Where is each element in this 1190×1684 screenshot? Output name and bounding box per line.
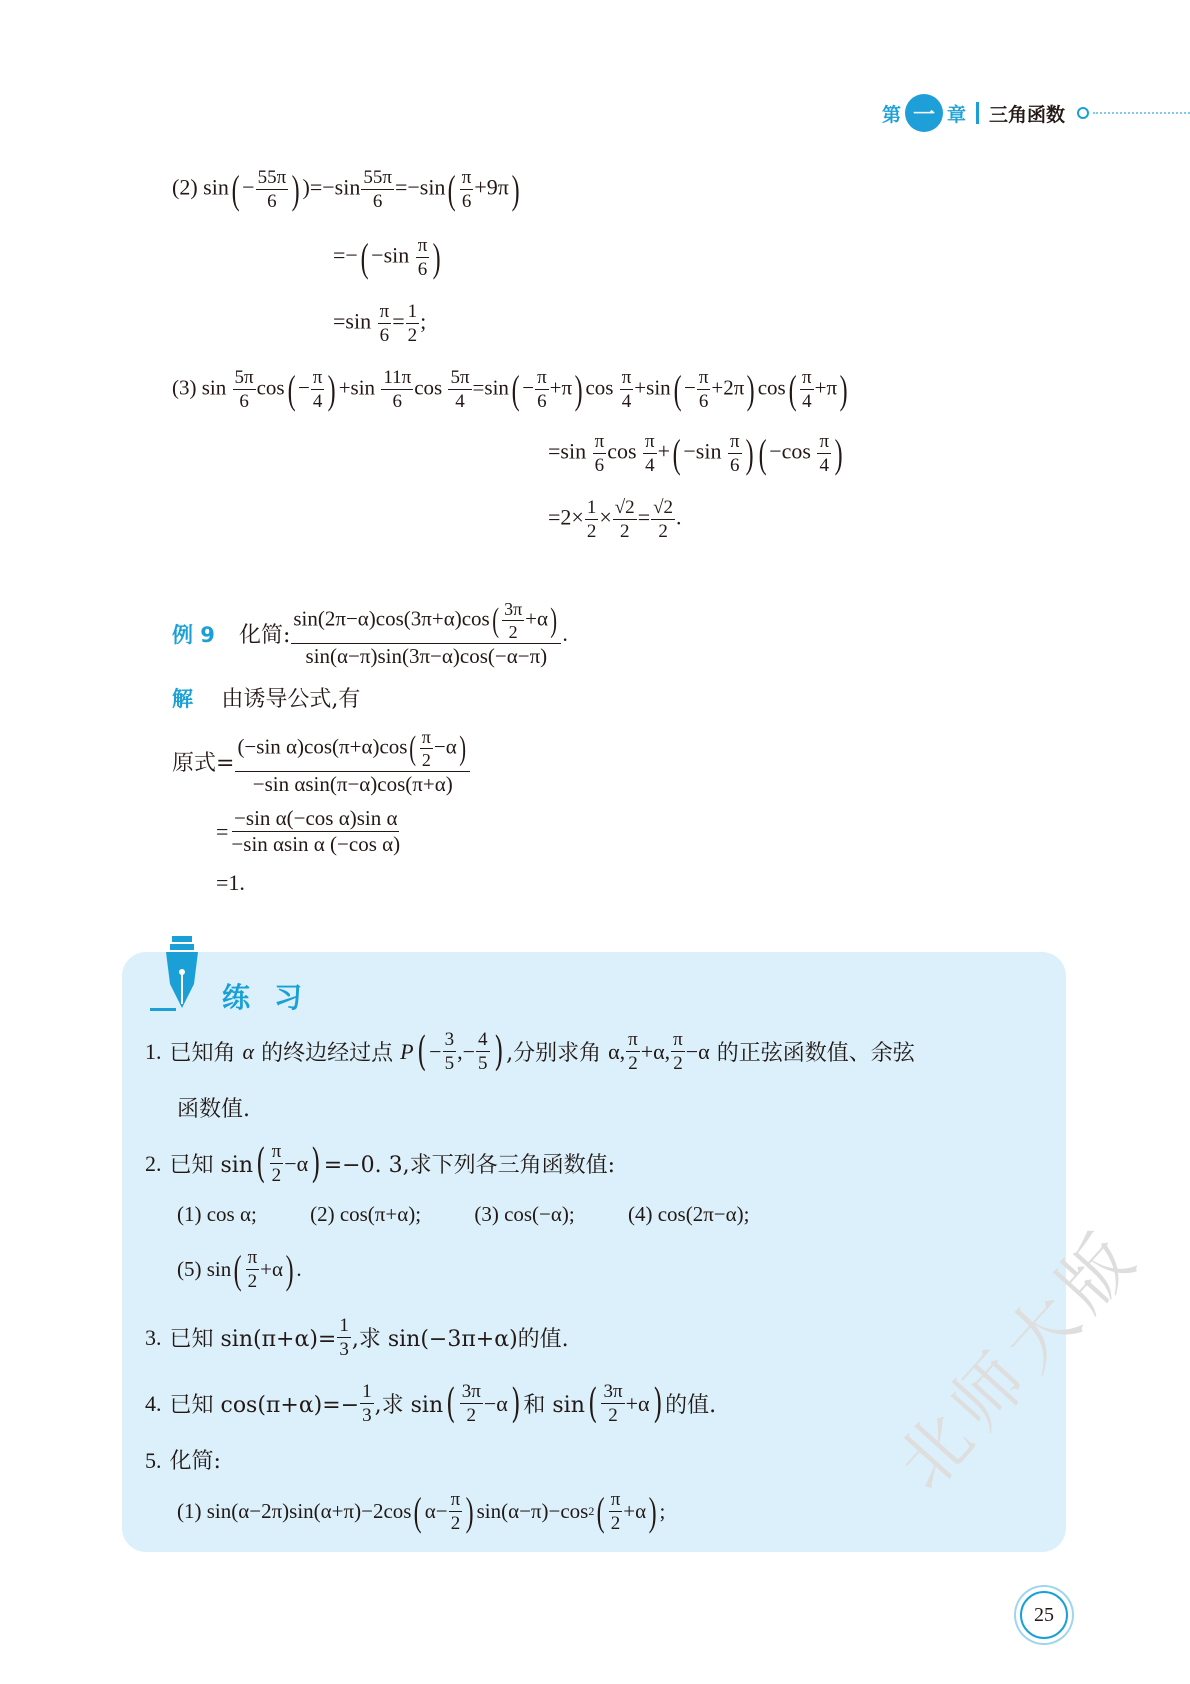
part2-l2-b: −sin bbox=[371, 242, 410, 268]
part2-l3-end: ; bbox=[420, 308, 427, 334]
fraction: $\frac{\pi}{4}$ bbox=[802, 367, 812, 412]
fraction: π 2 bbox=[610, 1489, 621, 1534]
exercise-q5: 5. 化简: bbox=[145, 1448, 221, 1474]
header-dotted-line bbox=[1093, 112, 1190, 114]
fraction: $\frac{\pi}{6}$ bbox=[594, 431, 605, 476]
exercise-q4: 4. 已知 cos(π+α)=− $\frac{1}{3}$ ,求 sin ( 3π 2 −α ) 和 sin ( 3π 2 +α ) 的值. bbox=[145, 1380, 717, 1427]
fraction: $\frac{\pi}{6}$ bbox=[729, 431, 740, 476]
solution-intro bbox=[172, 682, 360, 713]
part3-line2: =sin $\frac{\pi}{6}$ cos $\frac{\pi}{4}$ +( −sin $\frac{\pi}{6}$ ) ( −cos $\frac{\pi}{4}$ ) bbox=[548, 430, 843, 476]
exercise-q2-items bbox=[177, 1202, 749, 1227]
solution-step3: =1. bbox=[216, 870, 245, 895]
example9-fraction: sin(2π−α)cos(3π+α)cos( $\frac{3\pi}{2}$ +α) sin(α−π)sin(3π−α)cos(−α−π) bbox=[291, 600, 561, 667]
chapter-title: 三角函数 bbox=[989, 103, 1066, 126]
fraction: π 2 bbox=[271, 1141, 282, 1186]
chapter-header bbox=[882, 95, 1190, 131]
fraction: π 2 bbox=[673, 1029, 683, 1074]
part3-line3: =2× $\frac{1}{2}$ × $\frac{√2}{2}$ = $\frac{√2}{2}$ . bbox=[548, 497, 682, 542]
fraction: $\frac{\pi}{6}$ bbox=[698, 367, 709, 412]
fraction: π 2 bbox=[247, 1247, 258, 1292]
header-divider bbox=[976, 102, 979, 124]
example9-end: . bbox=[562, 620, 568, 646]
part3-line1: (3) sin $\frac{5\pi}{6}$ cos( − $\frac{\pi}{4}$ ) +sin $\frac{11\pi}{6}$ cos $\frac{5\pi}{4}$ =sin( − $\frac{\pi}{6}$ +π) cos $\frac{\pi}{4}$ +sin( − $\frac{\pi}{6}$ +2π) cos( $\frac{\pi}{4}$ +π) bbox=[172, 366, 848, 412]
part2-sin: sin bbox=[203, 174, 229, 200]
part2-label: (2) bbox=[172, 174, 198, 200]
exercise-q5-sub1: (1) sin(α−2π)sin(α+π)−2cos ( α− $\frac{\pi}{2}$ ) sin(α−π)−cos 2 ( π 2 +α ) ; bbox=[177, 1488, 666, 1534]
example9-prompt: 化简: bbox=[238, 623, 291, 648]
part2-line3 bbox=[333, 302, 426, 345]
solution-step2-fraction: $\frac{\text{−sin α(−cos α)sin α}}{\text{−sin αsin α (−cos α)}}$ bbox=[231, 806, 401, 856]
fraction: $\frac{\pi}{2}$ bbox=[450, 1489, 461, 1534]
solution-step2: = $\frac{\text{−sin α(−cos α)sin α}}{\text{−sin αsin α (−cos α)}}$ bbox=[216, 806, 401, 856]
fraction: $\frac{11\pi}{6}$ bbox=[383, 367, 412, 412]
exercise-q1-line2: 函数值. bbox=[177, 1097, 250, 1122]
fraction: 3π 2 bbox=[461, 1381, 481, 1426]
exercise-q3: 3. 已知 sin(π+α)= $\frac{1}{3}$ ,求 sin(−3π+α)的值. bbox=[145, 1315, 569, 1360]
fraction: $\frac{55\pi}{6}$ bbox=[257, 167, 287, 212]
fraction: $\frac{√2}{2}$ bbox=[653, 497, 674, 542]
q2-item-4: (4) cos(2π−α); bbox=[627, 1202, 750, 1226]
fraction: $\frac{\pi}{6}$ bbox=[417, 235, 428, 280]
solution-intro-text: 由诱导公式,有 bbox=[221, 687, 361, 712]
fraction: 3π 2 bbox=[603, 1381, 623, 1426]
part2-minus: − bbox=[242, 174, 255, 200]
q2-item-3: (3) cos(−α); bbox=[474, 1202, 575, 1226]
pen-nib-icon bbox=[150, 936, 210, 1016]
fraction: $\frac{\pi}{4}$ bbox=[312, 367, 323, 412]
fraction: $\frac{\pi}{6}$ bbox=[537, 367, 547, 412]
part2-line2: =−( −sin $\frac{\pi}{6}$ ) bbox=[333, 234, 442, 280]
chapter-prefix: 第 bbox=[882, 103, 902, 126]
exercise-q2: 2. 已知 sin ( π 2 −α ) =−0. 3,求下列各三角函数值: bbox=[145, 1140, 616, 1187]
fraction: $\frac{4}{5}$ bbox=[478, 1029, 488, 1074]
part3-label: (3) bbox=[172, 375, 197, 400]
chapter-number-badge bbox=[905, 94, 943, 132]
solution-lhs: 原式= bbox=[172, 751, 235, 776]
q2-item-1: (1) cos α; bbox=[177, 1202, 257, 1226]
fraction: $\frac{\pi}{4}$ bbox=[645, 431, 655, 476]
fraction: $\frac{\pi}{4}$ bbox=[819, 431, 830, 476]
fraction: $\frac{5\pi}{4}$ bbox=[450, 367, 470, 412]
chapter-number: 一 bbox=[913, 102, 936, 128]
exercise-title: 练习 bbox=[222, 981, 327, 1014]
solution-label: 解 bbox=[172, 687, 193, 711]
solution-step1 bbox=[172, 728, 471, 795]
fraction: π 2 bbox=[628, 1029, 638, 1074]
q2-item-2: (2) cos(π+α); bbox=[310, 1202, 422, 1226]
chapter-suffix: 章 bbox=[947, 103, 967, 126]
exercise-q1: 1. 已知角 α 的终边经过点 P ( − $\frac{3}{5}$ ,− $\frac{4}{5}$ ) ,分别求角 α, π 2 +α, π 2 −α 的正弦函数值、余弦 bbox=[145, 1028, 915, 1075]
part2-eq1: )=−sin bbox=[302, 174, 361, 200]
fraction: $\frac{√2}{2}$ bbox=[614, 497, 635, 542]
page-number: 25 bbox=[1020, 1591, 1068, 1639]
part2-tail: +9π bbox=[474, 174, 509, 200]
fraction: $\frac{1}{3}$ bbox=[362, 1381, 372, 1426]
fraction: $\frac{\pi}{6}$ bbox=[461, 167, 472, 212]
header-dot-icon bbox=[1077, 107, 1089, 119]
part2-l2-a: =− bbox=[333, 242, 358, 268]
fraction: $\frac{\pi}{4}$ bbox=[621, 367, 632, 412]
fraction: $\frac{1}{2}$ bbox=[407, 301, 418, 346]
solution-step1-fraction: (−sin α)cos(π+α)cos( $\frac{\pi}{2}$ −α) −sin αsin(π−α)cos(π+α) bbox=[235, 728, 470, 795]
part2-line1: (2) sin( − $\frac{55\pi}{6}$ ) )=−sin $\frac{55\pi}{6}$ =−sin( $\frac{\pi}{6}$ +9π) bbox=[172, 166, 520, 212]
part2-l3-eq: = bbox=[392, 308, 405, 334]
example9-label: 例 9 bbox=[172, 622, 215, 647]
fraction: $\frac{1}{3}$ bbox=[339, 1315, 349, 1360]
fraction: $\frac{1}{2}$ bbox=[586, 497, 597, 542]
publisher-watermark: 北师大版 bbox=[881, 1212, 1157, 1505]
part2-l3-a: =sin bbox=[333, 308, 372, 334]
exercise-q2-item5: (5) sin ( π 2 +α ) . bbox=[177, 1246, 302, 1292]
fraction: $\frac{5\pi}{6}$ bbox=[234, 367, 254, 412]
fraction: $\frac{3}{5}$ bbox=[444, 1029, 455, 1074]
example9 bbox=[172, 600, 568, 667]
part2-eq2: =−sin bbox=[394, 174, 446, 200]
fraction: $\frac{\pi}{6}$ bbox=[379, 301, 390, 346]
fraction: $\frac{55\pi}{6}$ bbox=[363, 167, 392, 212]
